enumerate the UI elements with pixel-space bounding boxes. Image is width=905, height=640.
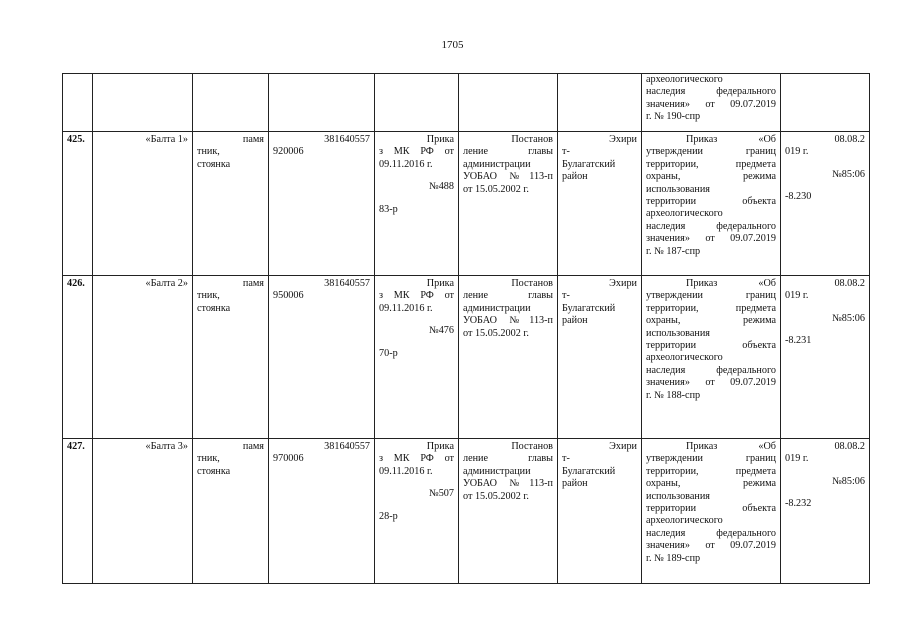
text-line: 08.08.2 — [834, 134, 865, 145]
text-line: 381640557 — [324, 278, 370, 289]
table-row — [63, 439, 870, 584]
cell-decree — [459, 74, 558, 132]
text-line: значения» от 09.07.2019 — [646, 540, 776, 552]
page-number: 1705 — [441, 39, 464, 51]
text-line: №85:06 — [832, 475, 865, 487]
text-line: археологического — [646, 352, 723, 364]
text-line: археологического — [646, 208, 723, 220]
text-line: -8.232 — [785, 498, 812, 510]
text-line: Приказ «Об — [686, 278, 776, 289]
text-line: -8.231 — [785, 335, 812, 347]
cell-name — [93, 74, 193, 132]
cell-boundary-order — [642, 276, 781, 439]
cell-reg — [269, 439, 375, 584]
cell-boundary-order — [642, 439, 781, 584]
text-line: 950006 — [273, 290, 304, 302]
text-line: Эхири — [609, 134, 637, 145]
text-line: наследия федерального — [646, 364, 776, 376]
cell-location — [558, 276, 642, 439]
text-line: территории, предмета — [646, 465, 776, 477]
text-line: значения» от 09.07.2019 — [646, 233, 776, 245]
cell-location — [558, 439, 642, 584]
text-line: стоянка — [197, 465, 231, 477]
text-line: 83-р — [379, 203, 398, 215]
text-line: тник, — [197, 453, 220, 465]
text-line: район — [562, 478, 588, 490]
heritage-register-table — [62, 73, 870, 584]
cell-decree — [459, 276, 558, 439]
cell-type — [193, 74, 269, 132]
text-line: охраны, режима — [646, 315, 776, 327]
text-line: археологического — [646, 74, 723, 85]
text-line: 08.08.2 — [834, 278, 865, 289]
cell-reg — [269, 276, 375, 439]
text-line: г. № 188-спр — [646, 389, 701, 401]
cell-type — [193, 132, 269, 276]
text-line: 28-р — [379, 510, 398, 522]
text-line: Эхири — [609, 278, 637, 289]
text-line: район — [562, 315, 588, 327]
cell-type — [193, 439, 269, 584]
text-line: ление главы — [463, 146, 553, 158]
text-line: з МК РФ от — [379, 146, 454, 158]
cell-last — [781, 276, 870, 439]
text-line: т- — [562, 146, 570, 158]
text-line: значения» от 09.07.2019 — [646, 98, 776, 110]
text-line: администрации — [463, 465, 531, 477]
text-line: территории объекта — [646, 340, 776, 352]
text-line: 019 г. — [785, 453, 809, 465]
cell-boundary-order — [642, 132, 781, 276]
text-line: №507 — [428, 488, 454, 500]
cell-num — [63, 74, 93, 132]
cell-reg — [269, 74, 375, 132]
text-line: 970006 — [273, 453, 304, 465]
text-line: археологического — [646, 515, 723, 527]
text-line: охраны, режима — [646, 171, 776, 183]
cell-order — [375, 132, 459, 276]
text-line: тник, — [197, 146, 220, 158]
text-line: охраны, режима — [646, 478, 776, 490]
text-line: Прика — [426, 134, 454, 145]
cell-order — [375, 439, 459, 584]
text-line: 09.11.2016 г. — [379, 302, 433, 314]
text-line: 08.08.2 — [834, 441, 865, 452]
text-line: стоянка — [197, 158, 231, 170]
cell-boundary-order — [642, 74, 781, 132]
cell-order — [375, 74, 459, 132]
text-line: г. № 187-спр — [646, 245, 701, 257]
text-line: от 15.05.2002 г. — [463, 327, 529, 339]
text-line: использования — [646, 490, 710, 502]
text-line: от 15.05.2002 г. — [463, 490, 529, 502]
cell-last — [781, 74, 870, 132]
continuation-row — [63, 74, 870, 132]
text-line: территории объекта — [646, 503, 776, 515]
text-line: утверждении границ — [646, 146, 776, 158]
text-line: администрации — [463, 302, 531, 314]
cell-last — [781, 439, 870, 584]
table-row — [63, 132, 870, 276]
cell-num: 425. — [63, 132, 93, 276]
text-line: 70-р — [379, 347, 398, 359]
text-line: УОБАО №113-п — [463, 315, 553, 327]
cell-type — [193, 276, 269, 439]
text-line: 381640557 — [324, 441, 370, 452]
text-line: Приказ «Об — [686, 441, 776, 452]
text-line: 381640557 — [324, 134, 370, 145]
text-line: тник, — [197, 290, 220, 302]
text-line: наследия федерального — [646, 220, 776, 232]
text-line: г. № 190-спр — [646, 111, 701, 123]
text-line: 09.11.2016 г. — [379, 158, 433, 170]
text-line: №488 — [428, 181, 454, 193]
cell-name: «Балта 1» — [93, 132, 193, 276]
text-line: УОБАО №113-п — [463, 171, 553, 183]
text-line: территории, предмета — [646, 302, 776, 314]
text-line: использования — [646, 327, 710, 339]
cell-decree — [459, 439, 558, 584]
text-line: от 15.05.2002 г. — [463, 183, 529, 195]
text-line: наследия федерального — [646, 86, 776, 98]
text-line: стоянка — [197, 302, 231, 314]
text-line: Булагатский — [562, 302, 616, 314]
text-line: ление главы — [463, 453, 553, 465]
text-line: Прика — [426, 441, 454, 452]
cell-location — [558, 132, 642, 276]
text-line: утверждении границ — [646, 453, 776, 465]
cell-last — [781, 132, 870, 276]
text-line: 920006 — [273, 146, 304, 158]
text-line: т- — [562, 453, 570, 465]
text-line: использования — [646, 183, 710, 195]
text-line: памя — [242, 441, 264, 452]
text-line: утверждении границ — [646, 290, 776, 302]
text-line: Булагатский — [562, 465, 616, 477]
text-line: район — [562, 171, 588, 183]
text-line: Приказ «Об — [686, 134, 776, 145]
text-line: г. № 189-спр — [646, 552, 701, 564]
text-line: №476 — [428, 325, 454, 337]
cell-name: «Балта 2» — [93, 276, 193, 439]
text-line: Эхири — [609, 441, 637, 452]
text-line: 019 г. — [785, 146, 809, 158]
cell-num: 426. — [63, 276, 93, 439]
table-row — [63, 276, 870, 439]
text-line: 09.11.2016 г. — [379, 465, 433, 477]
text-line: т- — [562, 290, 570, 302]
cell-num: 427. — [63, 439, 93, 584]
text-line: администрации — [463, 158, 531, 170]
text-line: территории, предмета — [646, 158, 776, 170]
text-line: 019 г. — [785, 290, 809, 302]
text-line: Постанов — [511, 134, 553, 145]
text-line: Булагатский — [562, 158, 616, 170]
text-line: №85:06 — [832, 312, 865, 324]
text-line: значения» от 09.07.2019 — [646, 377, 776, 389]
cell-order — [375, 276, 459, 439]
text-line: памя — [242, 278, 264, 289]
text-line: памя — [242, 134, 264, 145]
text-line: №85:06 — [832, 168, 865, 180]
text-line: Постанов — [511, 278, 553, 289]
text-line: УОБАО №113-п — [463, 478, 553, 490]
text-line: наследия федерального — [646, 527, 776, 539]
text-line: з МК РФ от — [379, 453, 454, 465]
text-line: -8.230 — [785, 191, 812, 203]
text-line: Постанов — [511, 441, 553, 452]
text-line: ление главы — [463, 290, 553, 302]
cell-decree — [459, 132, 558, 276]
cell-location — [558, 74, 642, 132]
text-line: Прика — [426, 278, 454, 289]
cell-name: «Балта 3» — [93, 439, 193, 584]
cell-reg — [269, 132, 375, 276]
text-line: з МК РФ от — [379, 290, 454, 302]
text-line: территории объекта — [646, 196, 776, 208]
